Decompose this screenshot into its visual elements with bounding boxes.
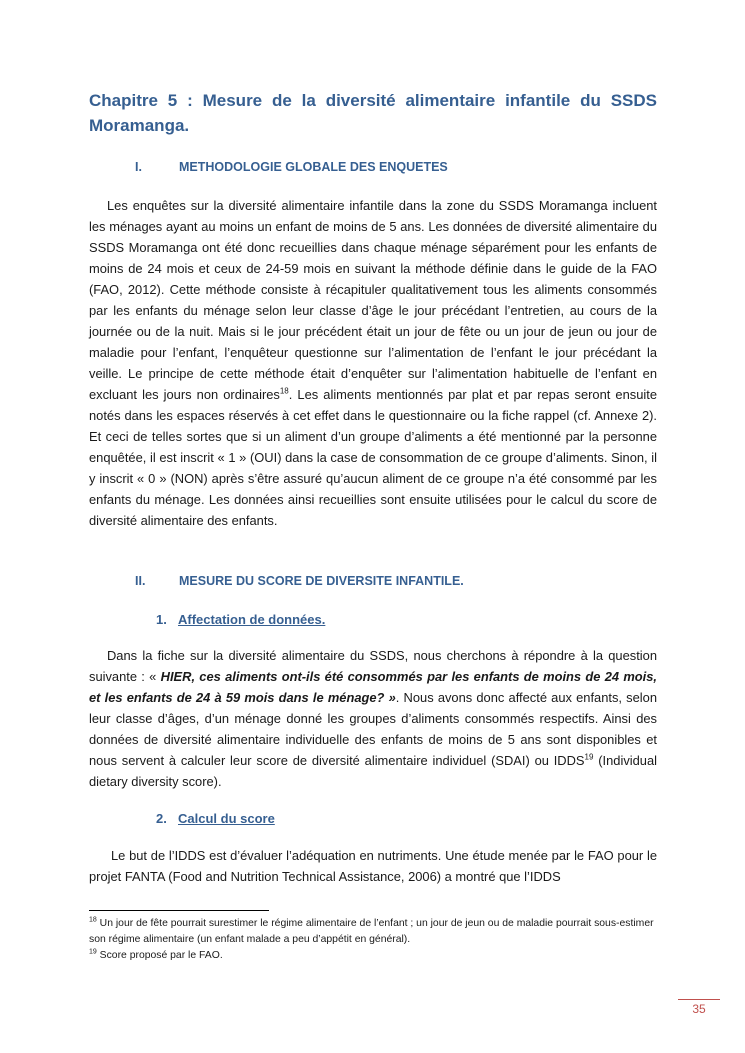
subsection-1-text-mid: . Nous avons donc affecté aux enfants, selon leur classe d’âges, d’un ménage donné les groupes d’aliments consommés respectifs. Ainsi des données de diversité alimentaire individuelle des enfants de moins de 5 ans sont disponibles et nous servent à calculer leur score de diversité alimentaire individuel (SDAI) ou IDDS — [89, 690, 657, 768]
subsection-2-heading — [156, 811, 275, 826]
page-number-rule — [678, 999, 720, 1000]
footnotes — [89, 916, 657, 964]
subsection-1-number: 1. — [156, 612, 167, 627]
chapter-title: Chapitre 5 : Mesure de la diversité alimentaire infantile du SSDS Moramanga. — [89, 91, 657, 135]
section-1-number: I. — [135, 160, 142, 174]
subsection-1-title[interactable]: Affectation de données. — [178, 612, 326, 627]
section-1-title: METHODOLOGIE GLOBALE DES ENQUETES — [179, 160, 448, 174]
footnote-18-text: Un jour de fête pourrait surestimer le régime alimentaire de l’enfant ; un jour de jeun ou de maladie pourrait sous-estimer son régime alimentaire (un enfant malade a peu d’appétit en général). — [89, 918, 654, 945]
section-1-heading — [135, 160, 448, 174]
subsection-2-title[interactable]: Calcul du score — [178, 811, 275, 826]
section-1-text-cont: . Les aliments mentionnés par plat et par repas seront ensuite notés dans les espaces réservés à cet effet dans le questionnaire ou la fiche rappel (cf. Annexe 2). Et ceci de telles sortes que si un aliment d’un groupe d’aliments a été mentionné par la personne enquêtée, il est inscrit « 1 » (OUI) dans la case de consommation de ce groupe d’aliments. Sinon, il y inscrit « 0 » (NON) après s’être assuré qu’aucun aliment de ce groupe n’a été consommé par les enfants du ménage. Les données ainsi recueillies sont ensuite utilisées pour le calcul du score de diversité alimentaire des enfants. — [89, 387, 657, 528]
subsection-1-text-end: (Individual dietary diversity score). — [89, 753, 658, 789]
section-2-title: MESURE DU SCORE DE DIVERSITE INFANTILE. — [179, 574, 464, 588]
footnote-18 — [89, 916, 657, 948]
footnote-19 — [89, 948, 657, 964]
footnote-separator — [89, 910, 269, 911]
footnote-19-text: Score proposé par le FAO. — [96, 950, 223, 961]
subsection-1-heading — [156, 612, 325, 627]
page-number: 35 — [692, 1002, 706, 1016]
footnote-ref-18[interactable]: 18 — [279, 386, 289, 396]
section-2-number: II. — [135, 574, 146, 588]
survey-question: HIER, ces aliments ont-ils été consommés par les enfants de moins de 24 mois, et les enfants de 24 à 59 mois dans le ménage? » — [89, 669, 657, 705]
section-2-heading — [135, 574, 464, 588]
subsection-1-paragraph — [89, 645, 657, 792]
footnote-18-number: 18 — [89, 916, 97, 924]
subsection-2-paragraph — [89, 845, 657, 887]
section-1-paragraph — [89, 195, 657, 531]
subsection-2-text: Le but de l’IDDS est d’évaluer l’adéquation en nutriments. Une étude menée par le FAO pour le projet FANTA (Food and Nutrition Technical Assistance, 2006) a montré que l’IDDS — [89, 848, 657, 884]
subsection-2-number: 2. — [156, 811, 167, 826]
footnote-ref-19[interactable]: 19 — [584, 752, 594, 762]
section-1-text: Les enquêtes sur la diversité alimentaire infantile dans la zone du SSDS Moramanga incluent les ménages ayant au moins un enfant de moins de 5 ans. Les données de diversité alimentaire du SSDS Moramanga ont été donc recueillies dans chaque ménage séparément pour les enfants de moins de 24 mois et ceux de 24-59 mois en suivant la méthode définie dans le guide de la FAO (FAO, 2012). Cette méthode consiste à récapituler qualitativement tous les aliments consommés par les enfants du ménage selon leur classe d’âge le jour précédant l’entretien, au cours de la journée ou de la nuit. Mais si le jour précédent était un jour de fête ou un jour de jeun ou jour de maladie pour l’enfant, l’enquêteur questionne sur l’alimentation de l’enfant le jour précédant la veille. Le principe de cette méthode était d’enquêter sur l’alimentation habituelle de l’enfant en excluant les jours non ordinaires — [89, 198, 657, 402]
footnote-19-number: 19 — [89, 948, 97, 956]
subsection-1-text-start: Dans la fiche sur la diversité alimentaire du SSDS, nous cherchons à répondre à la question suivante : « — [89, 648, 657, 684]
